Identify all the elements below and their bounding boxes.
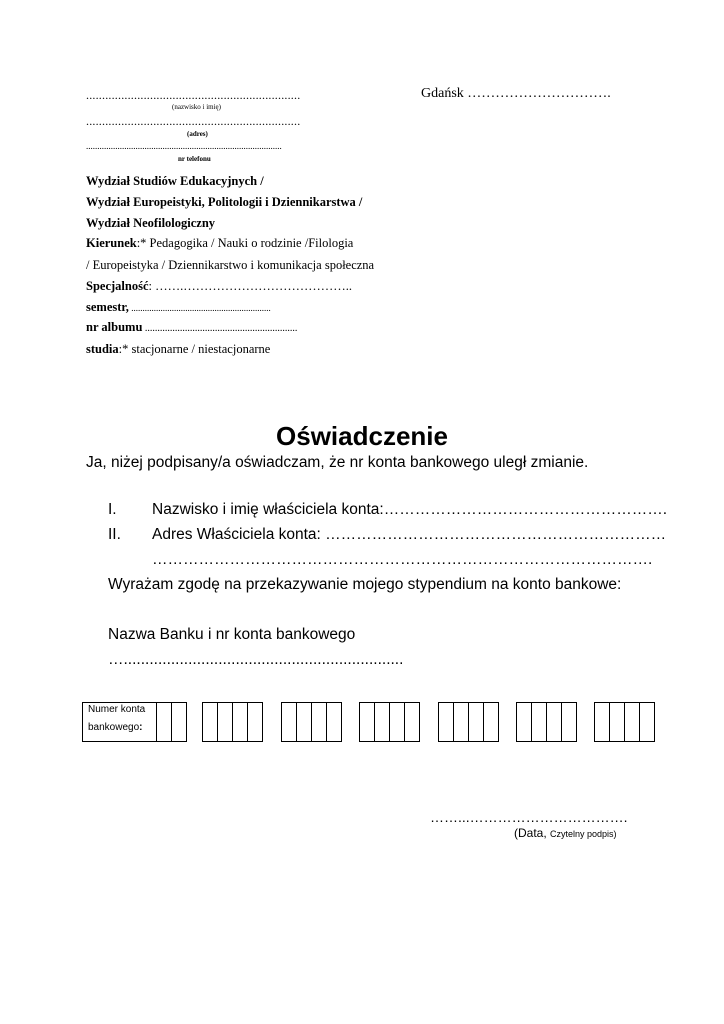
specjalnosc-label: Specjalność <box>86 279 149 293</box>
faculty-line-1: Wydział Studiów Edukacyjnych / <box>86 174 264 188</box>
account-digit-cell[interactable] <box>483 702 499 742</box>
bank-line[interactable]: …................................................................. <box>108 651 404 668</box>
account-digit-cell[interactable] <box>326 702 342 742</box>
item-2-continuation[interactable]: ……………………………………………………………………………………. <box>152 551 653 568</box>
signature-line[interactable]: ……...……………………………. <box>430 809 628 825</box>
account-label-box <box>82 702 157 742</box>
page-title: Oświadczenie <box>276 421 448 451</box>
album-label: nr albumu <box>86 320 143 334</box>
item-2-number: II. <box>108 526 121 543</box>
account-digit-cell[interactable] <box>156 702 172 742</box>
account-digit-cell[interactable] <box>281 702 297 742</box>
specjalnosc-row[interactable] <box>86 279 352 294</box>
phone-caption: nr telefonu <box>178 155 211 163</box>
address-line[interactable]: ................................................................... <box>86 114 301 128</box>
semestr-row[interactable] <box>86 300 271 315</box>
kierunek-value: :* Pedagogika / Nauki o rodzinie /Filologia <box>136 236 354 250</box>
consent-text: Wyrażam zgodę na przekazywanie mojego stypendium na konto bankowe: <box>108 576 622 593</box>
account-digit-cell[interactable] <box>594 702 610 742</box>
account-digit-cell[interactable] <box>531 702 547 742</box>
phone-line[interactable]: ....................................................................................... <box>86 141 282 151</box>
account-digit-cell[interactable] <box>516 702 532 742</box>
faculty-line-3: Wydział Neofilologiczny <box>86 216 216 230</box>
account-digit-cell[interactable] <box>359 702 375 742</box>
semestr-label: semestr, <box>86 300 129 314</box>
faculty-line-2: Wydział Europeistyki, Politologii i Dziennikarstwa / <box>86 195 363 209</box>
city-date[interactable]: Gdańsk …………………………. <box>421 86 611 101</box>
account-digit-cell[interactable] <box>217 702 233 742</box>
account-digit-cell[interactable] <box>296 702 312 742</box>
name-line[interactable]: ................................................................... <box>86 88 301 102</box>
account-digit-cell[interactable] <box>389 702 405 742</box>
account-digit-cell[interactable] <box>624 702 640 742</box>
account-digit-cell[interactable] <box>609 702 625 742</box>
account-digit-cell[interactable] <box>171 702 187 742</box>
account-digit-cell[interactable] <box>561 702 577 742</box>
account-digit-cell[interactable] <box>247 702 263 742</box>
item-1-number: I. <box>108 501 117 518</box>
account-label-line-2: bankowego: <box>88 722 143 733</box>
specjalnosc-value: : …….………………………………….. <box>148 279 352 293</box>
account-digit-cell[interactable] <box>202 702 218 742</box>
item-2-text[interactable]: Adres Właściciela konta: ………………………………………………………… <box>152 526 667 543</box>
account-label-line-1: Numer konta <box>88 704 146 715</box>
album-row[interactable] <box>86 320 297 335</box>
declaration-intro: Ja, niżej podpisany/a oświadczam, że nr konta bankowego uległ zmianie. <box>86 454 589 471</box>
kierunek-continued: / Europeistyka / Dziennikarstwo i komunikacja społeczna <box>86 258 375 272</box>
item-1-text[interactable]: Nazwisko i imię właściciela konta:………………………………………………. <box>152 501 668 518</box>
account-digit-cell[interactable] <box>438 702 454 742</box>
account-digit-cell[interactable] <box>311 702 327 742</box>
studia-row <box>86 342 270 357</box>
studia-value: :* stacjonarne / niestacjonarne <box>118 342 271 356</box>
kierunek-row <box>86 236 353 251</box>
semestr-value: .............................................................. <box>128 303 271 313</box>
account-digit-cell[interactable] <box>468 702 484 742</box>
account-digit-cell[interactable] <box>546 702 562 742</box>
kierunek-label: Kierunek <box>86 236 137 250</box>
account-digit-cell[interactable] <box>404 702 420 742</box>
bank-label: Nazwa Banku i nr konta bankowego <box>108 626 356 643</box>
album-value: ............................................................. <box>142 323 298 334</box>
address-caption: (adres) <box>187 130 208 138</box>
account-digit-cell[interactable] <box>453 702 469 742</box>
name-caption: (nazwisko i imię) <box>172 103 221 111</box>
studia-label: studia <box>86 342 119 356</box>
account-digit-cell[interactable] <box>232 702 248 742</box>
account-digit-cell[interactable] <box>374 702 390 742</box>
signature-caption: (Data, Czytelny podpis) <box>514 826 617 840</box>
account-digit-cell[interactable] <box>639 702 655 742</box>
